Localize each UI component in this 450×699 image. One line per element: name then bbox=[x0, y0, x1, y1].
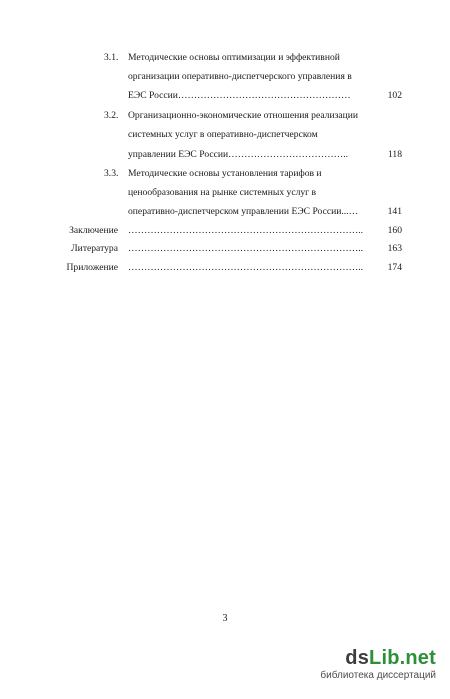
toc-entry-page: 141 bbox=[387, 206, 402, 217]
toc-entry-label: Литература bbox=[71, 243, 118, 254]
toc-entry-number: 3.3. bbox=[104, 168, 119, 179]
toc-entry-label: Заключение bbox=[69, 225, 118, 236]
toc-entry-number: 3.1. bbox=[104, 52, 119, 63]
toc-entry-page: 118 bbox=[387, 149, 402, 160]
toc-entry-title-line: Методические основы оптимизации и эффективной bbox=[128, 52, 340, 63]
toc-entry-page: 163 bbox=[387, 243, 402, 254]
toc-entry-title-line: оперативно-диспетчерском управлении ЕЭС России...… bbox=[128, 206, 359, 217]
page-number: 3 bbox=[222, 613, 228, 624]
toc-entry-page: 102 bbox=[387, 90, 402, 101]
toc-entry-title-line: системных услуг в оперативно-диспетчерском bbox=[128, 129, 318, 140]
toc-entry-leader: ……………………………………………………………….. bbox=[128, 225, 364, 236]
toc-entry-page: 174 bbox=[387, 262, 402, 273]
watermark-brand-prefix: ds bbox=[345, 647, 370, 669]
toc-entry-title-line: Методические основы установления тарифов и bbox=[128, 168, 322, 179]
toc-entry-title-line: ЕЭС России……………………………………………… bbox=[128, 90, 351, 101]
toc-entry-page: 160 bbox=[387, 225, 402, 236]
toc-entry-title-line: Организационно-экономические отношения реализации bbox=[128, 110, 359, 121]
toc-entry-leader: ……………………………………………………………….. bbox=[128, 262, 364, 273]
toc-entry-title-line: ценообразования на рынке системных услуг в bbox=[128, 187, 317, 198]
dslib-watermark bbox=[316, 647, 436, 691]
toc-entry-leader: ……………………………………………………………….. bbox=[128, 243, 364, 254]
watermark-subtitle: библиотека диссертаций bbox=[320, 670, 436, 681]
watermark-logo bbox=[345, 647, 436, 669]
toc-entry-number: 3.2. bbox=[104, 110, 119, 121]
watermark-brand-suffix: Lib.net bbox=[369, 647, 436, 669]
toc-entry-label: Приложение bbox=[66, 262, 118, 273]
toc-entry-title-line: организации оперативно-диспетчерского управления в bbox=[128, 71, 352, 82]
toc-entry-title-line: управлении ЕЭС России……………………………….. bbox=[128, 149, 349, 160]
